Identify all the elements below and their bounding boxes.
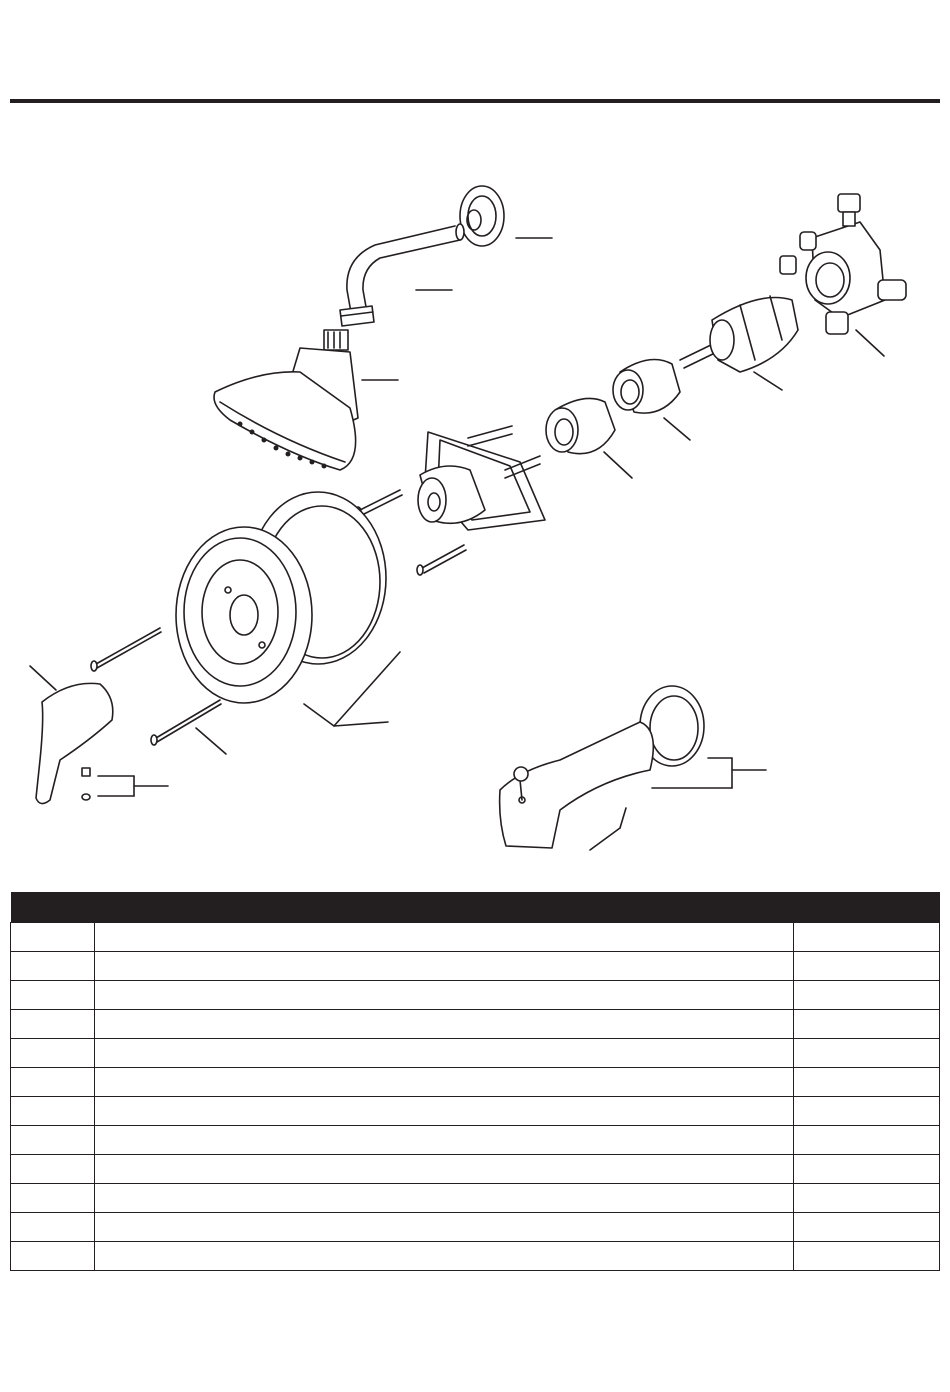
table-cell	[794, 923, 940, 952]
exploded-parts-diagram	[0, 150, 950, 870]
table-cell	[95, 1242, 794, 1271]
table-cell	[794, 1184, 940, 1213]
table-cell	[11, 1155, 95, 1184]
table-cell	[11, 1068, 95, 1097]
table-cell	[11, 1242, 95, 1271]
table-cell	[95, 981, 794, 1010]
table-cell	[794, 1010, 940, 1039]
table-row	[11, 1010, 940, 1039]
table-row	[11, 1155, 940, 1184]
table-cell	[95, 952, 794, 981]
table-cell	[11, 1097, 95, 1126]
table-row	[11, 1213, 940, 1242]
table-cell	[11, 1184, 95, 1213]
header-rule	[10, 99, 940, 103]
table-cell	[794, 1068, 940, 1097]
table-cell	[11, 952, 95, 981]
table-cell	[11, 1213, 95, 1242]
table-row	[11, 1126, 940, 1155]
shower-arm	[340, 224, 464, 326]
table-cell	[95, 1068, 794, 1097]
cartridge	[680, 296, 798, 372]
table-cell	[11, 981, 95, 1010]
plaster-guard	[418, 426, 545, 530]
table-cell	[95, 1184, 794, 1213]
set-screw-and-cap	[82, 768, 90, 800]
table-row	[11, 1184, 940, 1213]
valve-body	[780, 194, 906, 334]
table-cell	[11, 1010, 95, 1039]
table-cell	[11, 1039, 95, 1068]
hex-key	[590, 808, 626, 850]
table-cell	[95, 923, 794, 952]
table-cell	[794, 1155, 940, 1184]
table-cell	[794, 1242, 940, 1271]
table-cell	[95, 1126, 794, 1155]
table-row	[11, 1242, 940, 1271]
cartridge-sleeve	[546, 398, 615, 453]
shower-head	[214, 330, 358, 470]
table-cell	[95, 1097, 794, 1126]
table-cell	[95, 1010, 794, 1039]
table-row	[11, 1039, 940, 1068]
table-cell	[11, 923, 95, 952]
table-cell	[95, 1155, 794, 1184]
table-cell	[794, 1213, 940, 1242]
handle	[36, 683, 113, 803]
table-row	[11, 952, 940, 981]
table-cell	[794, 1039, 940, 1068]
column-header-description	[95, 892, 794, 923]
table-cell	[794, 981, 940, 1010]
table-row	[11, 981, 940, 1010]
table-cell	[95, 1039, 794, 1068]
table-cell	[11, 1126, 95, 1155]
table-cell	[794, 952, 940, 981]
table-cell	[794, 1126, 940, 1155]
tub-spout	[500, 722, 654, 848]
table-row	[11, 1068, 940, 1097]
table-cell	[794, 1097, 940, 1126]
parts-table	[10, 892, 940, 1271]
table-row	[11, 923, 940, 952]
bonnet-nut	[613, 360, 680, 414]
column-header-part-number	[794, 892, 940, 923]
shower-arm-flange	[460, 186, 504, 246]
escutcheon	[176, 527, 312, 703]
column-header-number	[11, 892, 95, 923]
table-cell	[95, 1213, 794, 1242]
parts-table-body	[11, 923, 940, 1271]
table-header-row	[11, 892, 940, 923]
table-row	[11, 1097, 940, 1126]
